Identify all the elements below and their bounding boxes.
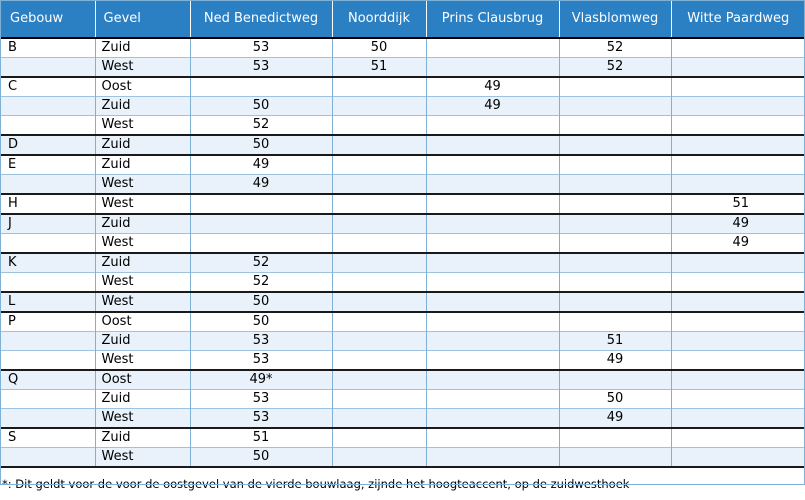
cell-gevel: West [95,175,190,195]
cell-value [559,292,671,312]
cell-value: 52 [190,273,332,293]
cell-value [559,234,671,254]
cell-gebouw [0,234,95,254]
cell-gevel: Zuid [95,135,190,155]
table-row [0,214,805,234]
cell-value: 51 [559,332,671,351]
cell-gebouw: J [0,214,95,234]
cell-gebouw: S [0,428,95,448]
cell-gevel: Zuid [95,390,190,409]
header-witte-paardweg: Witte Paardweg [671,0,805,38]
cell-value: 49 [559,351,671,371]
cell-value [671,77,805,97]
cell-value [671,38,805,58]
cell-gebouw [0,332,95,351]
table-row [0,409,805,429]
cell-value: 50 [559,390,671,409]
cell-value [671,428,805,448]
cell-value [559,175,671,195]
cell-value [426,116,559,136]
cell-gebouw [0,409,95,429]
cell-value: 50 [190,292,332,312]
cell-gevel: Oost [95,77,190,97]
cell-value [559,194,671,214]
cell-gebouw [0,273,95,293]
cell-value [671,409,805,429]
table-header [0,0,805,38]
cell-value [426,390,559,409]
cell-value [559,428,671,448]
cell-gebouw [0,448,95,468]
footnote: *: Dit geldt voor de voor de oostgevel van de vierde bouwlaag, zijnde het hoogteaccent, op de zuidwesthoek [0,467,805,500]
table-row [0,135,805,155]
table-row [0,351,805,371]
cell-value: 53 [190,332,332,351]
cell-value [426,38,559,58]
cell-value [559,312,671,332]
cell-gevel: West [95,194,190,214]
cell-value: 50 [190,448,332,468]
cell-gevel: West [95,58,190,78]
cell-value [671,351,805,371]
cell-value [671,97,805,116]
table-row [0,448,805,468]
table-row [0,273,805,293]
cell-value [671,332,805,351]
cell-value [426,273,559,293]
table-row [0,428,805,448]
cell-gebouw [0,390,95,409]
cell-value [559,116,671,136]
table-row [0,38,805,58]
table-row [0,116,805,136]
cell-value: 50 [190,97,332,116]
cell-gevel: Zuid [95,253,190,273]
cell-value [190,214,332,234]
cell-value: 49 [559,409,671,429]
cell-value [332,448,426,468]
cell-value [332,370,426,390]
cell-value [426,155,559,175]
cell-value: 49 [190,155,332,175]
cell-value: 49 [671,234,805,254]
table-row [0,175,805,195]
cell-value [426,428,559,448]
cell-value [426,214,559,234]
table-row [0,155,805,175]
cell-value: 49 [426,77,559,97]
table-row [0,194,805,214]
cell-value [332,116,426,136]
cell-value: 49 [426,97,559,116]
cell-value [332,312,426,332]
cell-value [426,292,559,312]
cell-value [332,97,426,116]
cell-value [426,135,559,155]
cell-gevel: West [95,409,190,429]
cell-value [559,135,671,155]
table-row [0,312,805,332]
cell-value: 53 [190,409,332,429]
footnote-row [0,467,805,500]
cell-value: 50 [190,312,332,332]
cell-gevel: Zuid [95,97,190,116]
cell-value [332,351,426,371]
cell-value [671,312,805,332]
cell-value: 50 [190,135,332,155]
header-gebouw: Gebouw [0,0,95,38]
cell-gevel: Zuid [95,332,190,351]
cell-value [426,332,559,351]
cell-value: 51 [332,58,426,78]
cell-value [426,312,559,332]
cell-value [671,135,805,155]
cell-gebouw: L [0,292,95,312]
cell-value: 49 [671,214,805,234]
cell-value [671,292,805,312]
cell-gebouw: H [0,194,95,214]
table-row [0,77,805,97]
cell-value: 52 [190,253,332,273]
cell-value: 51 [671,194,805,214]
cell-gebouw [0,351,95,371]
cell-value [426,409,559,429]
cell-value [671,273,805,293]
cell-value [190,194,332,214]
cell-gebouw: Q [0,370,95,390]
cell-value [332,332,426,351]
cell-gebouw: C [0,77,95,97]
cell-value [559,273,671,293]
header-ned-benedictweg: Ned Benedictweg [190,0,332,38]
cell-value [190,77,332,97]
cell-value: 53 [190,390,332,409]
table-row [0,97,805,116]
cell-value [671,116,805,136]
cell-value [332,253,426,273]
cell-gebouw [0,97,95,116]
cell-gebouw: E [0,155,95,175]
cell-gevel: West [95,273,190,293]
header-gevel: Gevel [95,0,190,38]
header-prins-clausbrug: Prins Clausbrug [426,0,559,38]
cell-value: 52 [559,58,671,78]
cell-gevel: West [95,292,190,312]
cell-value [426,175,559,195]
cell-value [426,253,559,273]
cell-value [426,58,559,78]
cell-value [426,370,559,390]
cell-value [190,234,332,254]
table-row [0,253,805,273]
cell-gebouw [0,116,95,136]
cell-value [426,234,559,254]
table-footer [0,467,805,500]
cell-value: 49 [190,175,332,195]
table-row [0,370,805,390]
cell-gebouw: D [0,135,95,155]
header-vlasblomweg: Vlasblomweg [559,0,671,38]
cell-value [332,409,426,429]
cell-value [332,214,426,234]
cell-value [332,292,426,312]
cell-value [426,194,559,214]
cell-value [671,370,805,390]
cell-value [671,253,805,273]
cell-gevel: Zuid [95,38,190,58]
cell-value [426,351,559,371]
table-row [0,390,805,409]
table-row [0,332,805,351]
cell-gebouw: K [0,253,95,273]
cell-value [332,135,426,155]
cell-value [332,155,426,175]
cell-value [559,214,671,234]
cell-gevel: West [95,448,190,468]
table-body [0,38,805,467]
table-row [0,58,805,78]
cell-value [671,390,805,409]
cell-value [559,155,671,175]
cell-value [671,175,805,195]
table-row [0,234,805,254]
cell-value [332,273,426,293]
cell-gevel: Oost [95,312,190,332]
cell-value: 51 [190,428,332,448]
cell-value: 52 [190,116,332,136]
cell-value [671,155,805,175]
cell-value [332,428,426,448]
cell-value: 52 [559,38,671,58]
cell-gebouw [0,175,95,195]
cell-value: 50 [332,38,426,58]
cell-gebouw [0,58,95,78]
header-noorddijk: Noorddijk [332,0,426,38]
cell-gevel: Zuid [95,214,190,234]
cell-value [559,77,671,97]
cell-value [332,77,426,97]
cell-gebouw: B [0,38,95,58]
cell-gevel: Zuid [95,155,190,175]
cell-value [559,448,671,468]
cell-value [671,58,805,78]
cell-value [559,253,671,273]
cell-value [332,390,426,409]
cell-value: 53 [190,58,332,78]
cell-value [332,234,426,254]
cell-value [559,97,671,116]
cell-value: 53 [190,351,332,371]
header-row [0,0,805,38]
cell-gevel: West [95,116,190,136]
cell-value [671,448,805,468]
cell-value: 53 [190,38,332,58]
cell-gevel: Zuid [95,428,190,448]
cell-value [332,194,426,214]
cell-value [559,370,671,390]
cell-value [332,175,426,195]
cell-gevel: Oost [95,370,190,390]
cell-value [426,448,559,468]
cell-gevel: West [95,351,190,371]
table-row [0,292,805,312]
cell-gevel: West [95,234,190,254]
cell-value: 49* [190,370,332,390]
cell-gebouw: P [0,312,95,332]
